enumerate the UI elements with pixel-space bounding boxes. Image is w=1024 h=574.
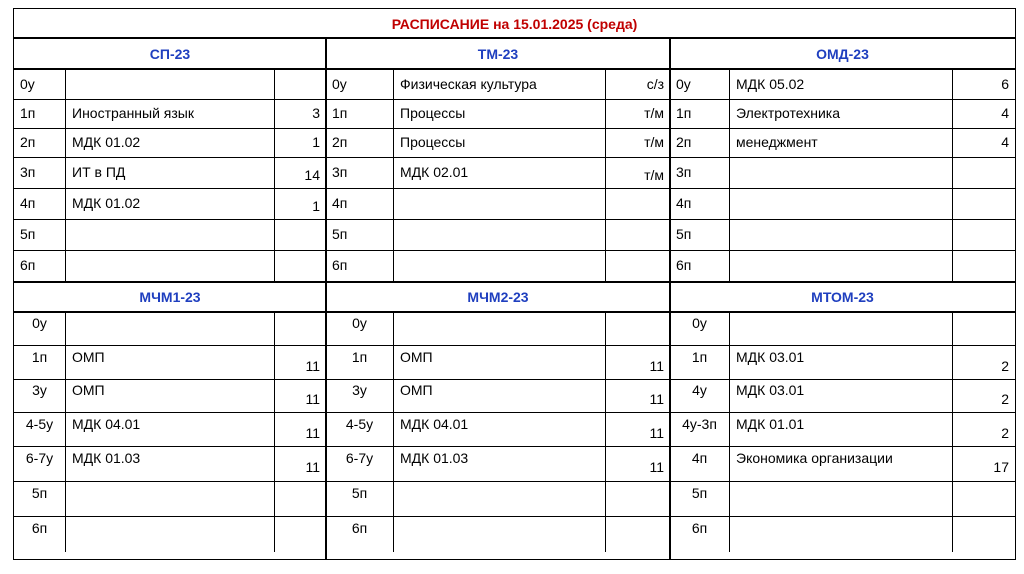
lesson-room: т/м bbox=[644, 134, 664, 150]
lesson-subject: менеджмент bbox=[730, 129, 953, 157]
lesson-subject bbox=[394, 482, 606, 516]
lesson-slot: 1п bbox=[14, 100, 66, 128]
lesson-room bbox=[953, 220, 1015, 250]
column-divider bbox=[669, 39, 671, 282]
table-row bbox=[14, 447, 326, 482]
lesson-subject bbox=[730, 313, 953, 345]
lesson-subject: МДК 04.01 bbox=[66, 413, 275, 446]
block-divider bbox=[14, 281, 1015, 283]
lesson-room: 14 bbox=[304, 167, 320, 183]
lesson-slot: 0у bbox=[670, 313, 730, 345]
group-name: МЧМ2-23 bbox=[326, 282, 670, 313]
lesson-subject bbox=[66, 482, 275, 516]
table-row bbox=[326, 251, 670, 281]
lesson-subject bbox=[730, 251, 953, 281]
lesson-room: 17 bbox=[993, 459, 1009, 475]
lesson-room: 2 bbox=[1001, 425, 1009, 441]
table-row bbox=[670, 482, 1015, 517]
lesson-subject bbox=[394, 251, 606, 281]
lesson-room bbox=[275, 220, 326, 250]
lesson-slot: 3у bbox=[14, 380, 66, 412]
lesson-room: 2 bbox=[1001, 391, 1009, 407]
table-row bbox=[14, 70, 326, 100]
table-row bbox=[326, 70, 670, 100]
group-block bbox=[14, 282, 326, 552]
lesson-room bbox=[275, 70, 326, 99]
lesson-slot: 1п bbox=[670, 100, 730, 128]
lesson-subject: МДК 01.03 bbox=[66, 447, 275, 481]
lesson-slot: 5п bbox=[670, 220, 730, 250]
lesson-slot: 4п bbox=[670, 189, 730, 219]
lesson-room: 1 bbox=[312, 134, 320, 150]
schedule-table bbox=[13, 8, 1016, 560]
column-divider bbox=[669, 282, 671, 559]
table-row bbox=[326, 413, 670, 447]
lesson-slot: 0у bbox=[14, 70, 66, 99]
lesson-slot: 0у bbox=[14, 313, 66, 345]
lesson-room: 11 bbox=[305, 459, 320, 475]
lesson-slot: 3п bbox=[14, 158, 66, 188]
lesson-subject: МДК 01.03 bbox=[394, 447, 606, 481]
lesson-room: 11 bbox=[305, 425, 320, 441]
lesson-room: 4 bbox=[1001, 105, 1009, 121]
group-block bbox=[670, 282, 1015, 552]
lesson-subject: ОМП bbox=[394, 346, 606, 379]
lesson-subject bbox=[66, 313, 275, 345]
lesson-slot: 0у bbox=[670, 70, 730, 99]
column-divider bbox=[325, 282, 327, 559]
lesson-room: 11 bbox=[305, 391, 320, 407]
lesson-room bbox=[606, 251, 670, 281]
lesson-slot: 4п bbox=[14, 189, 66, 219]
table-row bbox=[326, 129, 670, 158]
lesson-slot: 4-5у bbox=[14, 413, 66, 446]
lesson-slot: 3п bbox=[326, 158, 394, 188]
table-row bbox=[326, 158, 670, 189]
lesson-subject bbox=[730, 482, 953, 516]
lesson-slot: 6п bbox=[14, 251, 66, 281]
lesson-slot: 3п bbox=[670, 158, 730, 188]
lesson-subject: ИТ в ПД bbox=[66, 158, 275, 188]
lesson-room: 11 bbox=[649, 425, 664, 441]
lesson-room bbox=[606, 189, 670, 219]
column-divider bbox=[325, 39, 327, 282]
lesson-room bbox=[953, 482, 1015, 516]
lesson-subject: ОМП bbox=[66, 380, 275, 412]
table-row bbox=[14, 313, 326, 346]
lesson-room bbox=[275, 517, 326, 552]
group-name: ТМ-23 bbox=[326, 39, 670, 70]
schedule-title: РАСПИСАНИЕ на 15.01.2025 (среда) bbox=[14, 9, 1015, 39]
lesson-room bbox=[953, 313, 1015, 345]
lesson-slot: 4у bbox=[670, 380, 730, 412]
lesson-subject: Экономика организации bbox=[730, 447, 953, 481]
lesson-slot: 5п bbox=[14, 220, 66, 250]
table-row bbox=[14, 129, 326, 158]
lesson-subject bbox=[730, 220, 953, 250]
group-name: МЧМ1-23 bbox=[14, 282, 326, 313]
lesson-subject bbox=[730, 517, 953, 552]
table-row bbox=[326, 100, 670, 129]
table-row bbox=[14, 413, 326, 447]
lesson-slot: 6п bbox=[670, 517, 730, 552]
group-name: МТОМ-23 bbox=[670, 282, 1015, 313]
lesson-room bbox=[606, 313, 670, 345]
lesson-subject: ОМП bbox=[394, 380, 606, 412]
table-row bbox=[326, 220, 670, 251]
lesson-subject: МДК 04.01 bbox=[394, 413, 606, 446]
lesson-slot: 6п bbox=[326, 517, 394, 552]
lesson-subject: Иностранный язык bbox=[66, 100, 275, 128]
lesson-subject: МДК 01.01 bbox=[730, 413, 953, 446]
table-row bbox=[670, 251, 1015, 281]
table-row bbox=[326, 517, 670, 552]
table-row bbox=[670, 220, 1015, 251]
table-row bbox=[670, 346, 1015, 380]
table-row bbox=[14, 158, 326, 189]
lesson-room bbox=[953, 158, 1015, 188]
lesson-subject bbox=[730, 158, 953, 188]
lesson-slot: 5п bbox=[326, 220, 394, 250]
lesson-slot: 3у bbox=[326, 380, 394, 412]
lesson-room: 11 bbox=[649, 459, 664, 475]
table-row bbox=[14, 482, 326, 517]
table-row bbox=[14, 189, 326, 220]
lesson-room bbox=[953, 251, 1015, 281]
table-row bbox=[670, 447, 1015, 482]
lesson-subject: Физическая культура bbox=[394, 70, 606, 99]
table-row bbox=[670, 380, 1015, 413]
lesson-room bbox=[953, 517, 1015, 552]
lesson-room bbox=[606, 517, 670, 552]
table-row bbox=[670, 313, 1015, 346]
lesson-slot: 1п bbox=[326, 346, 394, 379]
lesson-room: с/з bbox=[646, 76, 664, 92]
lesson-subject: МДК 01.02 bbox=[66, 129, 275, 157]
group-block bbox=[326, 282, 670, 552]
lesson-subject bbox=[66, 220, 275, 250]
table-row bbox=[670, 517, 1015, 552]
lesson-room bbox=[275, 313, 326, 345]
lesson-subject bbox=[66, 251, 275, 281]
table-row bbox=[670, 70, 1015, 100]
lesson-subject: МДК 02.01 bbox=[394, 158, 606, 188]
lesson-subject: ОМП bbox=[66, 346, 275, 379]
lesson-subject bbox=[66, 517, 275, 552]
lesson-subject bbox=[394, 313, 606, 345]
group-name: ОМД-23 bbox=[670, 39, 1015, 70]
lesson-room: т/м bbox=[644, 105, 664, 121]
table-row bbox=[326, 346, 670, 380]
table-row bbox=[326, 482, 670, 517]
table-row bbox=[326, 189, 670, 220]
lesson-room bbox=[275, 482, 326, 516]
lesson-slot: 2п bbox=[14, 129, 66, 157]
lesson-slot: 2п bbox=[670, 129, 730, 157]
table-row bbox=[670, 100, 1015, 129]
group-block bbox=[326, 39, 670, 281]
lesson-slot: 4п bbox=[670, 447, 730, 481]
lesson-slot: 0у bbox=[326, 313, 394, 345]
table-row bbox=[14, 380, 326, 413]
lesson-room: т/м bbox=[644, 167, 664, 183]
lesson-slot: 5п bbox=[326, 482, 394, 516]
lesson-room bbox=[275, 251, 326, 281]
lesson-room: 11 bbox=[305, 358, 320, 374]
lesson-slot: 1п bbox=[326, 100, 394, 128]
lesson-subject bbox=[66, 70, 275, 99]
lesson-subject bbox=[394, 517, 606, 552]
group-name: СП-23 bbox=[14, 39, 326, 70]
lesson-subject: МДК 05.02 bbox=[730, 70, 953, 99]
group-block bbox=[14, 39, 326, 281]
lesson-room: 3 bbox=[312, 105, 320, 121]
table-row bbox=[14, 346, 326, 380]
lesson-slot: 4у-3п bbox=[670, 413, 730, 446]
lesson-subject: МДК 01.02 bbox=[66, 189, 275, 219]
lesson-slot: 4п bbox=[326, 189, 394, 219]
lesson-slot: 6п bbox=[670, 251, 730, 281]
lesson-slot: 6п bbox=[14, 517, 66, 552]
lesson-subject: Электротехника bbox=[730, 100, 953, 128]
lesson-room: 11 bbox=[649, 358, 664, 374]
lesson-room: 6 bbox=[1001, 76, 1009, 92]
table-row bbox=[14, 100, 326, 129]
group-block bbox=[670, 39, 1015, 281]
lesson-subject: МДК 03.01 bbox=[730, 380, 953, 412]
lesson-room bbox=[606, 220, 670, 250]
lesson-subject: МДК 03.01 bbox=[730, 346, 953, 379]
lesson-subject: Процессы bbox=[394, 100, 606, 128]
lesson-slot: 2п bbox=[326, 129, 394, 157]
lesson-slot: 6-7у bbox=[14, 447, 66, 481]
lesson-room bbox=[953, 189, 1015, 219]
lesson-subject bbox=[394, 220, 606, 250]
table-row bbox=[14, 251, 326, 281]
table-row bbox=[326, 447, 670, 482]
lesson-subject: Процессы bbox=[394, 129, 606, 157]
lesson-room: 4 bbox=[1001, 134, 1009, 150]
table-row bbox=[326, 380, 670, 413]
lesson-room: 1 bbox=[312, 198, 320, 214]
lesson-slot: 5п bbox=[670, 482, 730, 516]
lesson-room bbox=[606, 482, 670, 516]
lesson-room: 11 bbox=[649, 391, 664, 407]
table-row bbox=[14, 220, 326, 251]
lesson-slot: 6п bbox=[326, 251, 394, 281]
table-row bbox=[326, 313, 670, 346]
table-row bbox=[670, 129, 1015, 158]
table-row bbox=[670, 189, 1015, 220]
lesson-slot: 1п bbox=[14, 346, 66, 379]
table-row bbox=[14, 517, 326, 552]
lesson-slot: 5п bbox=[14, 482, 66, 516]
table-row bbox=[670, 413, 1015, 447]
lesson-slot: 0у bbox=[326, 70, 394, 99]
lesson-subject bbox=[730, 189, 953, 219]
lesson-slot: 6-7у bbox=[326, 447, 394, 481]
lesson-subject bbox=[394, 189, 606, 219]
lesson-room: 2 bbox=[1001, 358, 1009, 374]
lesson-slot: 1п bbox=[670, 346, 730, 379]
table-row bbox=[670, 158, 1015, 189]
lesson-slot: 4-5у bbox=[326, 413, 394, 446]
